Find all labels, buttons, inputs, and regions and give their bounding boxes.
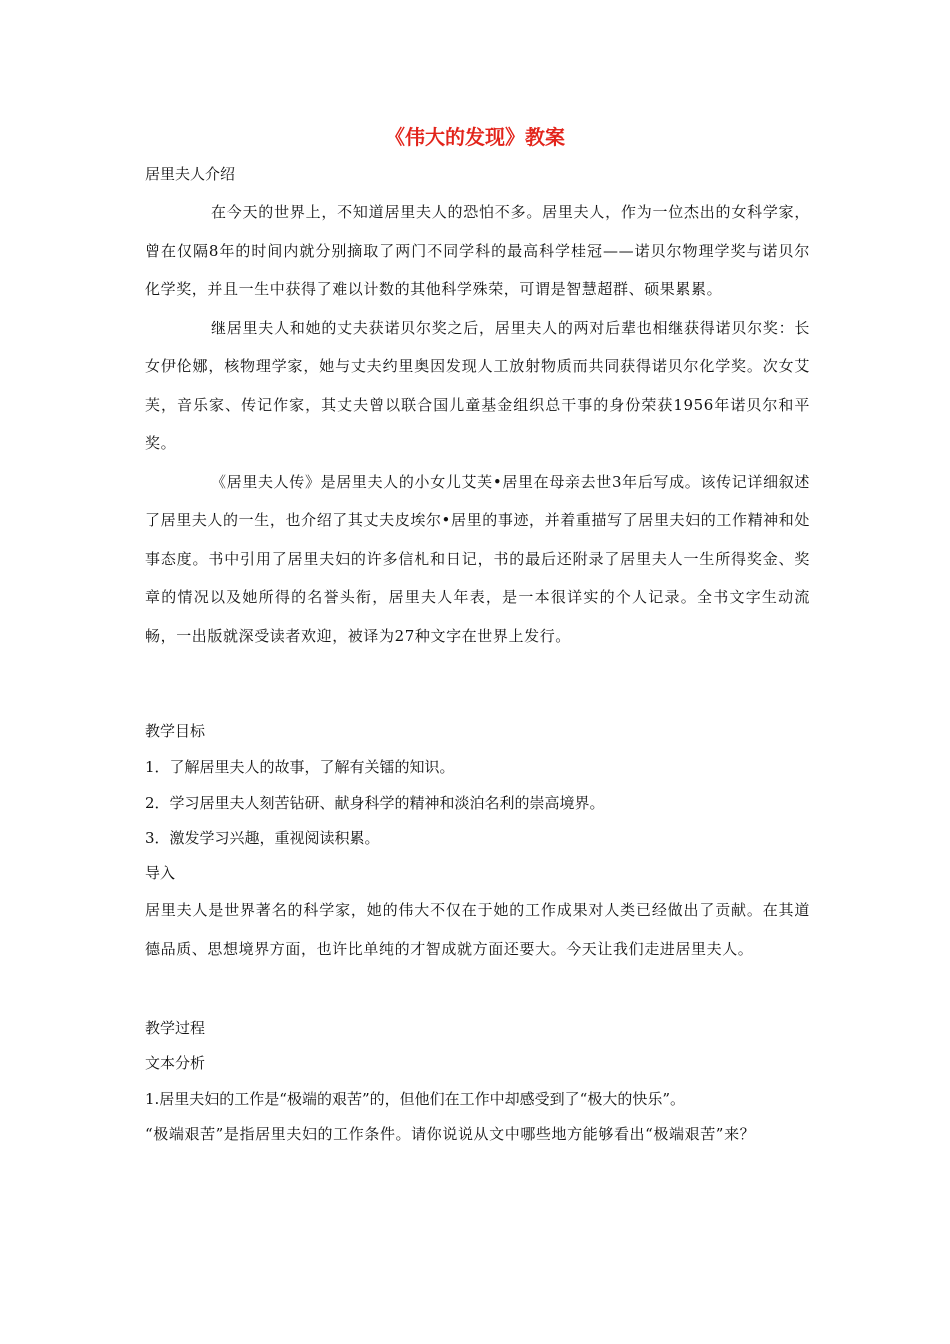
document-title: 《伟大的发现》教案 [385,125,565,149]
goal-item-2: 2．学习居里夫人刻苦钻研、献身科学的精神和淡泊名利的崇高境界。 [145,794,605,812]
intro-lesson-body [145,891,810,968]
goal-item-1: 1．了解居里夫人的故事，了解有关镭的知识。 [145,758,455,776]
question-line-1: 1.居里夫妇的工作是“极端的艰苦”的，但他们在工作中却感受到了“极大的快乐”。 [145,1090,685,1108]
intro-paragraph-3: 《居里夫人传》是居里夫人的小女儿艾芙•居里在母亲去世3年后写成。该传记详细叙述了居里夫人的一生，也介绍了其丈夫皮埃尔•居里的事迹，并着重描写了居里夫妇的工作精神和处事态度。书中引用了居里夫妇的许多信札和日记，书的最后还附录了居里夫人一生所得奖金、奖章的情况以及她所得的名誉头衔，居里夫人年表，是一本很详实的个人记录。全书文字生动流畅，一出版就深受读者欢迎，被译为27种文字在世界上发行。 [145,472,810,645]
goal-item-3: 3．激发学习兴趣，重视阅读积累。 [145,829,380,847]
intro-lesson-paragraph: 居里夫人是世界著名的科学家，她的伟大不仅在于她的工作成果对人类已经做出了贡献。在其道德品质、思想境界方面，也许比单纯的才智成就方面还要大。今天让我们走进居里夫人。 [145,901,810,958]
section-heading-process: 教学过程 [145,1019,206,1037]
question-body [145,1115,810,1154]
question-paragraph: “极端艰苦”是指居里夫妇的工作条件。请你说说从文中哪些地方能够看出“极端艰苦”来？ [145,1125,756,1143]
intro-body [145,193,810,655]
intro-paragraph-1: 在今天的世界上，不知道居里夫人的恐怕不多。居里夫人，作为一位杰出的女科学家，曾在仅隔8年的时间内就分别摘取了两门不同学科的最高科学桂冠——诺贝尔物理学奖与诺贝尔化学奖，并且一生中获得了难以计数的其他科学殊荣，可谓是智慧超群、硕果累累。 [145,203,810,298]
subheading-text-analysis: 文本分析 [145,1054,206,1072]
section-heading-goals: 教学目标 [145,722,206,740]
section-heading-intro: 居里夫人介绍 [145,165,236,183]
intro-paragraph-2: 继居里夫人和她的丈夫获诺贝尔奖之后，居里夫人的两对后辈也相继获得诺贝尔奖：长女伊伦娜，核物理学家，她与丈夫约里奥因发现人工放射物质而共同获得诺贝尔化学奖。次女艾芙，音乐家、传记作家，其丈夫曾以联合国儿童基金组织总干事的身份荣获1956年诺贝尔和平奖。 [145,318,810,452]
section-heading-intro-lesson: 导入 [145,864,176,882]
